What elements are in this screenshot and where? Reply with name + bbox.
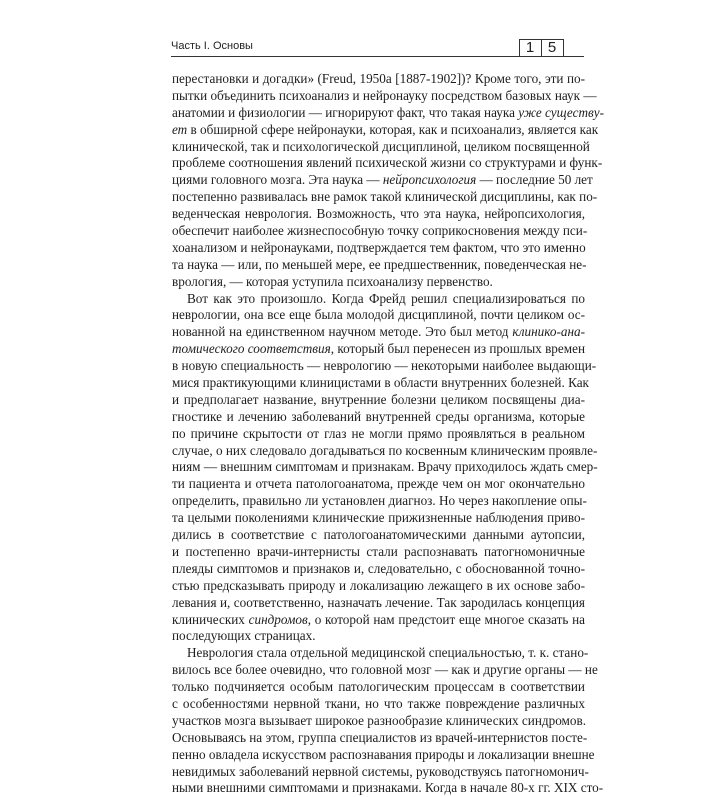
text-line: с особенностями нервной ткани, но что также повреждение различных — [172, 695, 585, 711]
text-line: пенно овладела искусством распознавания природы и локализации внешне — [172, 746, 595, 762]
text-line: и предполагает название, внутренние болезни целиком посвящены диа- — [172, 391, 585, 407]
header-rule-end — [564, 56, 584, 57]
text-line: обеспечит наиболее жизнеспособную точку соприкосновения между пси- — [172, 223, 588, 239]
text-line: по причине скрытости от глаз не могли прямо проявляться в реальном — [172, 425, 585, 441]
text-line: неврологии, она все еще была молодой дисциплиной, почти целиком ос- — [172, 307, 585, 323]
text-line: циями головного мозга. Эта наука — нейропсихология — последние 50 лет — [172, 172, 593, 188]
running-header — [171, 39, 584, 59]
text-line: нованной на единственном научном методе. Это был метод клинико-ана- — [172, 324, 585, 340]
body-text — [172, 71, 604, 797]
text-line: ными внешними симптомами и признаками. Когда в начале 80-х гг. XIX сто- — [172, 780, 604, 796]
page-number — [519, 39, 564, 57]
section-title: Часть I. Основы — [171, 40, 253, 52]
text-line: плеяды симптомов и признаков и, следовательно, с обоснованной точно- — [172, 560, 585, 576]
paragraph — [172, 645, 604, 797]
text-line: та наука — или, по меньшей мере, ее предшественник, поведенческая не- — [172, 256, 587, 272]
text-line: врология, — которая уступила психоанализу первенство. — [172, 273, 493, 289]
paragraph — [172, 290, 598, 646]
text-line: невидимых заболеваний нервной системы, руководствуясь патогномонич- — [172, 763, 589, 779]
text-line: определить, правильно ли установлен диагноз. Но через накопление опы- — [172, 493, 587, 509]
text-line: клинических синдромов, о которой нам предстоит еще многое сказать на — [172, 611, 586, 627]
page-number-digit: 1 — [525, 39, 535, 56]
text-line: случае, о них следовало догадываться по косвенным клиническим проявле- — [172, 442, 598, 458]
text-line: стью предсказывать природу и локализацию лежащего в их основе забо- — [172, 577, 585, 593]
text-line: веденческая неврология. Возможность, что эта наука, нейропсихология, — [172, 206, 585, 222]
text-line: левания и, соответственно, назначать лечение. Так зародилась концепция — [172, 594, 585, 610]
text-line: постепенно развивалась вне рамок такой клинической дисциплины, как по- — [172, 189, 598, 205]
text-line: гностике и лечению заболеваний внутренней среды организма, которые — [172, 408, 585, 424]
text-line: та целыми поколениями клинические прижизненные наблюдения приво- — [172, 510, 585, 526]
text-line: томического соответствия, который был перенесен из прошлых времен — [172, 341, 586, 357]
text-line: Основываясь на этом, группа специалистов из врачей-интернистов посте- — [172, 729, 588, 745]
text-line: Неврология стала отдельной медицинской специальностью, т. к. стано- — [187, 645, 589, 661]
text-line: ниям — внешним симптомам и признакам. Врачу приходилось ждать смер- — [172, 459, 598, 475]
text-line: мися практикующими клиницистами в области внутренних болезней. Как — [172, 375, 589, 391]
text-line: клинической, так и психологической дисциплиной, целиком посвященной — [172, 138, 590, 154]
header-rule — [171, 56, 519, 57]
text-line: и постепенно врачи-интернисты стали распознавать патогномоничные — [172, 543, 585, 559]
text-line: вилось все более очевидно, что головной мозг — как и другие органы — не — [172, 662, 598, 678]
text-line: участков мозга вызывает широкое разнообразие клинических синдромов. — [172, 712, 587, 728]
text-line: анатомии и физиологии — игнорируют факт, что такая наука уже существу- — [172, 104, 604, 120]
text-line: Вот как это произошло. Когда Фрейд решил специализироваться по — [187, 290, 585, 306]
text-line: последующих страницах. — [172, 628, 316, 644]
text-line: перестановки и догадки» (Freud, 1950a [1887-1902])? Кроме того, эти по- — [172, 71, 585, 86]
text-line: хоанализом и нейронауками, подтверждается тем фактом, что это именно — [172, 239, 586, 255]
text-line: проблеме соотношения явлений психической жизни со структурами и функ- — [172, 155, 603, 171]
text-line: в новую специальность — неврологию — некоторыми наиболее выдающи- — [172, 358, 597, 374]
text-line: дились в соответствие с патологоанатомическими данными аутопсии, — [172, 527, 585, 543]
page-number-digit: 5 — [547, 39, 557, 56]
text-line: ет в обширной сфере нейронауки, которая, как и психоанализ, является как — [172, 121, 599, 137]
paragraph — [172, 71, 604, 291]
text-line: пытки объединить психоанализ и нейронауку посредством базовых наук — — [172, 87, 597, 103]
text-line: ти пациента и отчета патологоанатома, прежде чем он мог окончательно — [172, 476, 585, 492]
text-line: только подчиняется особым патологическим процессам в соответствии — [172, 679, 585, 695]
